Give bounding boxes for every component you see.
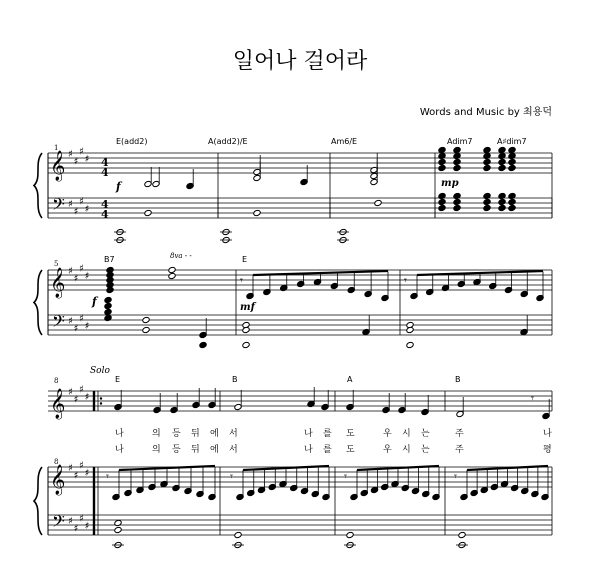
bass-clef-icon: 𝄢 bbox=[52, 511, 65, 535]
measure-number: 1 bbox=[54, 144, 59, 152]
notehead-icon bbox=[104, 302, 112, 309]
sharp-icon: ♯ bbox=[73, 470, 79, 482]
notehead-icon bbox=[114, 526, 122, 533]
lyric-syllable: 평 bbox=[543, 445, 552, 455]
chord-symbol: A bbox=[347, 375, 353, 384]
eighth-rest-icon: 𝄾 bbox=[454, 470, 457, 483]
lyric-syllable: 나 bbox=[304, 445, 313, 455]
lyric-syllable: 주 bbox=[455, 429, 464, 439]
lyric-syllable: 의 bbox=[152, 445, 161, 455]
sharp-icon: ♯ bbox=[79, 460, 84, 472]
lyric-syllable: 에 bbox=[210, 429, 219, 439]
notehead-icon bbox=[508, 192, 516, 199]
sharp-icon: ♯ bbox=[79, 313, 84, 325]
sharp-icon: ♯ bbox=[68, 463, 73, 474]
time-signature-top: 4 bbox=[101, 156, 109, 169]
notehead-icon bbox=[438, 204, 446, 211]
eighth-rest-icon: 𝄾 bbox=[404, 274, 407, 287]
notehead-icon bbox=[374, 199, 382, 206]
notehead-icon bbox=[453, 198, 461, 205]
lyric-syllable: 우 bbox=[383, 445, 392, 455]
chord-symbol: Am6/E bbox=[331, 137, 358, 146]
section-label: Solo bbox=[90, 366, 110, 376]
notehead-icon bbox=[438, 164, 446, 171]
sharp-icon: ♯ bbox=[84, 521, 90, 532]
lyric-syllable: 에 bbox=[210, 445, 219, 455]
repeat-dot bbox=[100, 402, 102, 404]
sharp-icon: ♯ bbox=[79, 513, 84, 525]
sharp-icon: ♯ bbox=[79, 263, 84, 275]
page-title: 일어나 걸어라 bbox=[232, 49, 368, 74]
notehead-icon bbox=[498, 192, 506, 199]
notehead-icon bbox=[498, 152, 506, 159]
sharp-icon: ♯ bbox=[84, 204, 90, 215]
notehead-icon bbox=[453, 146, 461, 153]
notehead-icon bbox=[508, 204, 516, 211]
sharp-icon: ♯ bbox=[79, 384, 84, 396]
lyric-syllable: 도 bbox=[346, 445, 355, 455]
lyric-syllable: 나 bbox=[115, 429, 124, 439]
notehead-icon bbox=[508, 164, 516, 171]
sharp-icon: ♯ bbox=[73, 323, 79, 335]
ottava-marking: 8va - - bbox=[170, 252, 192, 260]
lyric-syllable: 우 bbox=[383, 429, 392, 439]
sharp-icon: ♯ bbox=[68, 199, 73, 210]
time-sig-digit: 4 bbox=[101, 208, 109, 221]
chord-symbol: E(add2) bbox=[116, 137, 148, 146]
sharp-icon: ♯ bbox=[68, 316, 73, 327]
notehead-icon bbox=[508, 198, 516, 205]
measure-number: 8 bbox=[54, 458, 59, 466]
notehead-icon bbox=[498, 164, 506, 171]
notehead-icon bbox=[104, 308, 112, 315]
notehead-icon bbox=[406, 341, 414, 348]
notehead-icon bbox=[114, 519, 122, 526]
notehead-icon bbox=[142, 326, 150, 333]
notehead-icon bbox=[508, 158, 516, 165]
notehead-icon bbox=[104, 296, 112, 303]
time-sig-digit: 4 bbox=[101, 198, 109, 211]
sharp-icon: ♯ bbox=[68, 266, 73, 277]
lyric-syllable: 서 bbox=[229, 429, 238, 439]
measure-number: 8 bbox=[54, 377, 59, 385]
eighth-rest-icon: 𝄾 bbox=[531, 392, 534, 405]
notehead-icon bbox=[438, 192, 446, 199]
chord-symbol: A♯dim7 bbox=[497, 137, 527, 146]
bass-clef-icon: 𝄢 bbox=[52, 194, 65, 218]
staff-lines bbox=[34, 147, 552, 536]
notehead-icon bbox=[453, 152, 461, 159]
composer-credit: Words and Music by 최용덕 bbox=[419, 107, 552, 118]
sharp-icon: ♯ bbox=[68, 149, 73, 160]
time-signature-bottom: 4 bbox=[101, 166, 109, 179]
notehead-icon bbox=[144, 209, 152, 216]
notehead-icon bbox=[453, 192, 461, 199]
chord-symbol: E bbox=[242, 255, 248, 264]
notehead-icon bbox=[483, 158, 491, 165]
notehead-icon bbox=[498, 198, 506, 205]
lyric-syllable: 등 bbox=[172, 445, 181, 455]
lyrics-verse-2 bbox=[115, 443, 552, 455]
sharp-icon: ♯ bbox=[68, 387, 73, 398]
sharp-icon: ♯ bbox=[79, 196, 84, 208]
measure-number: 5 bbox=[54, 260, 59, 268]
notehead-icon bbox=[483, 204, 491, 211]
lyric-syllable: 나 bbox=[304, 429, 313, 439]
notehead-icon bbox=[498, 146, 506, 153]
sharp-icon: ♯ bbox=[84, 321, 90, 332]
dynamic-marking: f bbox=[116, 180, 121, 193]
treble-clef-icon: 𝄞 bbox=[50, 465, 66, 495]
notehead-icon bbox=[483, 192, 491, 199]
chord-symbol: E bbox=[115, 375, 121, 384]
notehead-icon bbox=[438, 198, 446, 205]
treble-clef-icon: 𝄞 bbox=[50, 268, 66, 298]
eighth-rest-icon: 𝄾 bbox=[344, 470, 347, 483]
notehead-icon bbox=[498, 204, 506, 211]
sharp-icon: ♯ bbox=[73, 206, 79, 218]
dynamic-marking: mf bbox=[240, 302, 255, 313]
sharp-icon: ♯ bbox=[73, 156, 79, 168]
treble-clef-icon: 𝄞 bbox=[50, 151, 66, 181]
notehead-icon bbox=[483, 198, 491, 205]
notehead-icon bbox=[438, 158, 446, 165]
sharp-icon: ♯ bbox=[84, 154, 90, 165]
lyric-syllable: 를 bbox=[323, 445, 332, 455]
bass-clef-icon: 𝄢 bbox=[52, 311, 65, 335]
repeat-dot bbox=[100, 397, 102, 399]
notes-layer bbox=[104, 146, 550, 548]
notehead-icon bbox=[438, 146, 446, 153]
lyric-syllable: 등 bbox=[172, 429, 181, 439]
lyric-syllable: 서 bbox=[229, 445, 238, 455]
eighth-rest-icon: 𝄾 bbox=[230, 470, 233, 483]
dynamic-marking: mp bbox=[441, 178, 459, 189]
notehead-icon bbox=[453, 158, 461, 165]
notehead-icon bbox=[199, 341, 207, 348]
notehead-icon bbox=[483, 164, 491, 171]
sharp-icon: ♯ bbox=[68, 516, 73, 527]
chord-symbol: B7 bbox=[104, 255, 115, 264]
notehead-icon bbox=[453, 164, 461, 171]
lyric-syllable: 도 bbox=[346, 429, 355, 439]
lyric-syllable: 의 bbox=[152, 429, 161, 439]
sharp-icon: ♯ bbox=[84, 271, 90, 282]
notehead-icon bbox=[508, 152, 516, 159]
chord-symbol: B bbox=[455, 375, 461, 384]
treble-clef-icon: 𝄞 bbox=[50, 389, 66, 419]
chord-symbol: A(add2)/E bbox=[208, 137, 248, 146]
brace-icon bbox=[34, 270, 42, 335]
lyric-syllable: 뒤 bbox=[191, 445, 200, 455]
eighth-rest-icon: 𝄾 bbox=[106, 470, 109, 483]
sharp-icon: ♯ bbox=[73, 273, 79, 285]
sharp-icon: ♯ bbox=[79, 146, 84, 158]
notehead-icon bbox=[104, 314, 112, 321]
notehead-icon bbox=[253, 209, 261, 216]
lyric-syllable: 시 bbox=[402, 445, 411, 455]
notehead-icon bbox=[142, 316, 150, 323]
brace-icon bbox=[34, 467, 42, 535]
notehead-icon bbox=[483, 152, 491, 159]
sharp-icon: ♯ bbox=[73, 394, 79, 406]
notehead-icon bbox=[453, 204, 461, 211]
notehead-icon bbox=[168, 272, 176, 279]
notehead-icon bbox=[458, 531, 466, 538]
lyrics-verse-1 bbox=[115, 427, 552, 439]
sharp-icon: ♯ bbox=[84, 392, 90, 403]
dynamic-marking: f bbox=[92, 295, 97, 308]
lyric-syllable: 를 bbox=[323, 429, 332, 439]
lyric-syllable: 시 bbox=[402, 429, 411, 439]
brace-icon bbox=[34, 153, 42, 218]
sharp-icon: ♯ bbox=[84, 468, 90, 479]
lyric-syllable: 나 bbox=[543, 429, 552, 439]
notehead-icon bbox=[483, 146, 491, 153]
notehead-icon bbox=[168, 266, 176, 273]
notehead-icon bbox=[498, 158, 506, 165]
lyric-syllable: 뒤 bbox=[191, 429, 200, 439]
notehead-icon bbox=[234, 531, 242, 538]
notehead-icon bbox=[346, 531, 354, 538]
notehead-icon bbox=[438, 152, 446, 159]
sharp-icon: ♯ bbox=[73, 523, 79, 535]
notehead-icon bbox=[508, 146, 516, 153]
eighth-rest-icon: 𝄾 bbox=[240, 274, 243, 287]
notehead-icon bbox=[242, 341, 250, 348]
lyric-syllable: 주 bbox=[455, 445, 464, 455]
lyric-syllable: 나 bbox=[115, 445, 124, 455]
chord-symbol: B bbox=[232, 375, 238, 384]
chord-symbol: Adim7 bbox=[447, 137, 473, 146]
lyric-syllable: 는 bbox=[421, 445, 430, 455]
lyric-syllable: 는 bbox=[421, 429, 430, 439]
